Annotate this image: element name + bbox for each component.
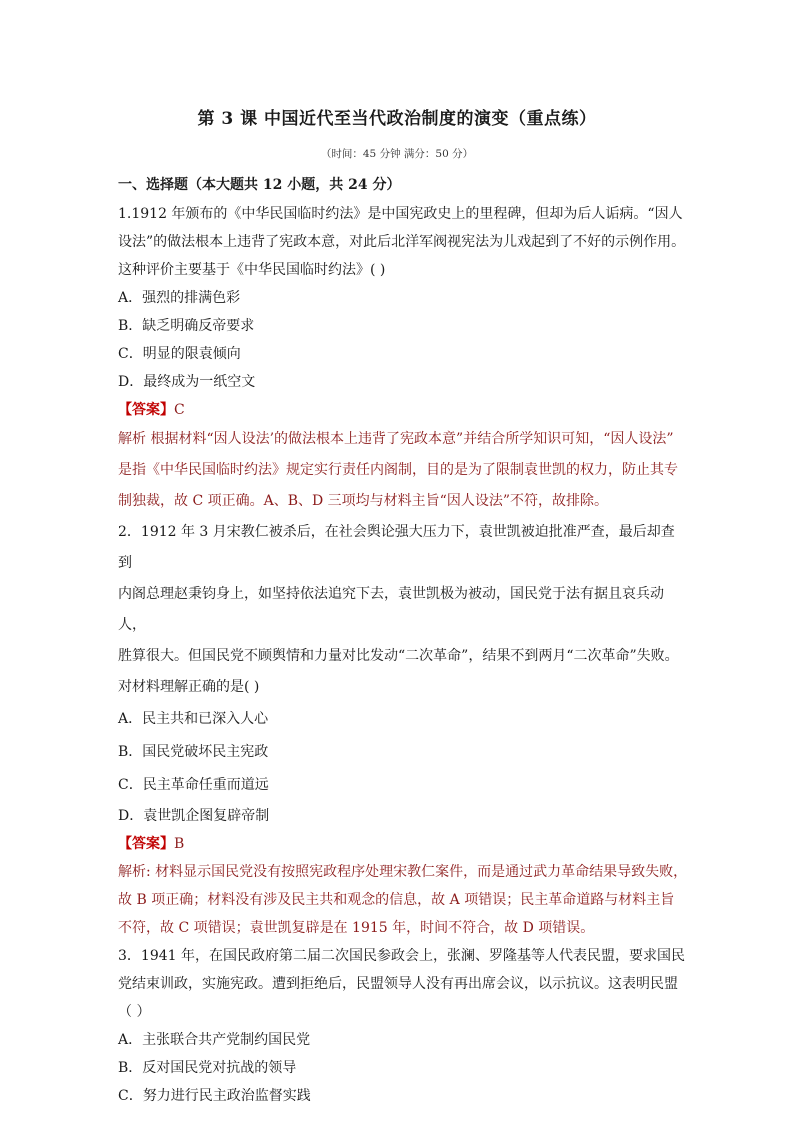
answer-line [118, 830, 688, 858]
option-c: C．努力进行民主政治监督实践 [118, 1088, 311, 1104]
question-stem-line: 2．1912 年 3 月宋教仁被杀后，在社会舆论强大压力下，袁世凯被迫批准严查，最后却查到 [118, 524, 675, 571]
option-c: C．明显的限袁倾向 [118, 346, 241, 362]
option-b: B．缺乏明确反帝要求 [118, 318, 255, 334]
explanation-line: 不符，故 C 项错误；袁世凯复辟是在 1915 年，时间不符合，故 D 项错误。 [118, 920, 595, 936]
question-stem-line: 对材料理解正确的是( ) [118, 679, 260, 695]
answer-tag: 【答案】 [118, 836, 174, 852]
answer-line [118, 396, 688, 424]
explanation-line: 故 B 项正确；材料没有涉及民主共和观念的信息，故 A 项错误；民主革命道路与材料主旨 [118, 892, 675, 908]
explanation-line: 制独裁，故 C 项正确。A、B、D 三项均与材料主旨“因人设法”不符，故排除。 [118, 493, 608, 509]
explanation-line: 是指《中华民国临时约法》规定实行责任内阁制，目的是为了限制袁世凯的权力，防止其专 [118, 462, 678, 478]
option-b: B．反对国民党对抗战的领导 [118, 1060, 297, 1076]
question-3 [118, 942, 688, 1110]
explanation-line: 解析 根据材料“因人设法’的做法根本上违背了宪政本意”并结合所学知识可知，“因人设法” [118, 431, 674, 447]
question-stem-line: 3．1941 年，在国民政府第二届二次国民参政会上，张澜、罗隆基等人代表民盟，要求国民 [118, 948, 685, 964]
section-heading: 一、选择题（本大题共 12 小题，共 24 分） [118, 177, 401, 193]
page-subtitle: （时间：45 分钟 满分：50 分） [320, 148, 474, 160]
question-stem-line: （ ） [118, 1004, 151, 1020]
question-1 [118, 200, 688, 517]
answer-tag: 【答案】 [118, 402, 174, 418]
option-d: D．袁世凯企图复辟帝制 [118, 808, 270, 824]
question-stem-line: 内阁总理赵秉钧身上，如坚持依法追究下去，袁世凯极为被动，国民党于法有据且哀兵动人， [118, 586, 664, 633]
question-list [118, 200, 688, 1110]
option-a: A．强烈的排满色彩 [118, 290, 241, 306]
question-stem-line: 这种评价主要基于《中华民国临时约法》( ) [118, 262, 386, 278]
answer-value: B [174, 836, 185, 852]
explanation-line: 解析: 材料显示国民党没有按照宪政程序处理宋教仁案件，而是通过武力革命结果导致失败， [118, 864, 688, 880]
question-stem-line: 设法”的做法根本上违背了宪政本意，对此后北洋军阀视宪法为儿戏起到了不好的示例作用。 [118, 234, 686, 250]
page-title: 第 3 课 中国近代至当代政治制度的演变（重点练） [197, 109, 597, 129]
question-stem-line: 党结束训政，实施宪政。遭到拒绝后，民盟领导人没有再出席会议，以示抗议。这表明民盟 [118, 976, 678, 992]
option-c: C．民主革命任重而道远 [118, 777, 269, 793]
option-d: D．最终成为一纸空文 [118, 374, 256, 390]
answer-value: C [174, 402, 185, 418]
option-a: A．民主共和已深入人心 [118, 711, 269, 727]
option-a: A．主张联合共产党制约国民党 [118, 1032, 311, 1048]
option-b: B．国民党破坏民主宪政 [118, 744, 269, 760]
question-2 [118, 517, 688, 942]
question-stem-line: 1.1912 年颁布的《中华民国临时约法》是中国宪政史上的里程碑，但却为后人诟病。“因人 [118, 206, 683, 222]
question-stem-line: 胜算很大。但国民党不顾舆情和力量对比发动“二次革命”，结果不到两月“二次革命”失败。 [118, 648, 679, 664]
